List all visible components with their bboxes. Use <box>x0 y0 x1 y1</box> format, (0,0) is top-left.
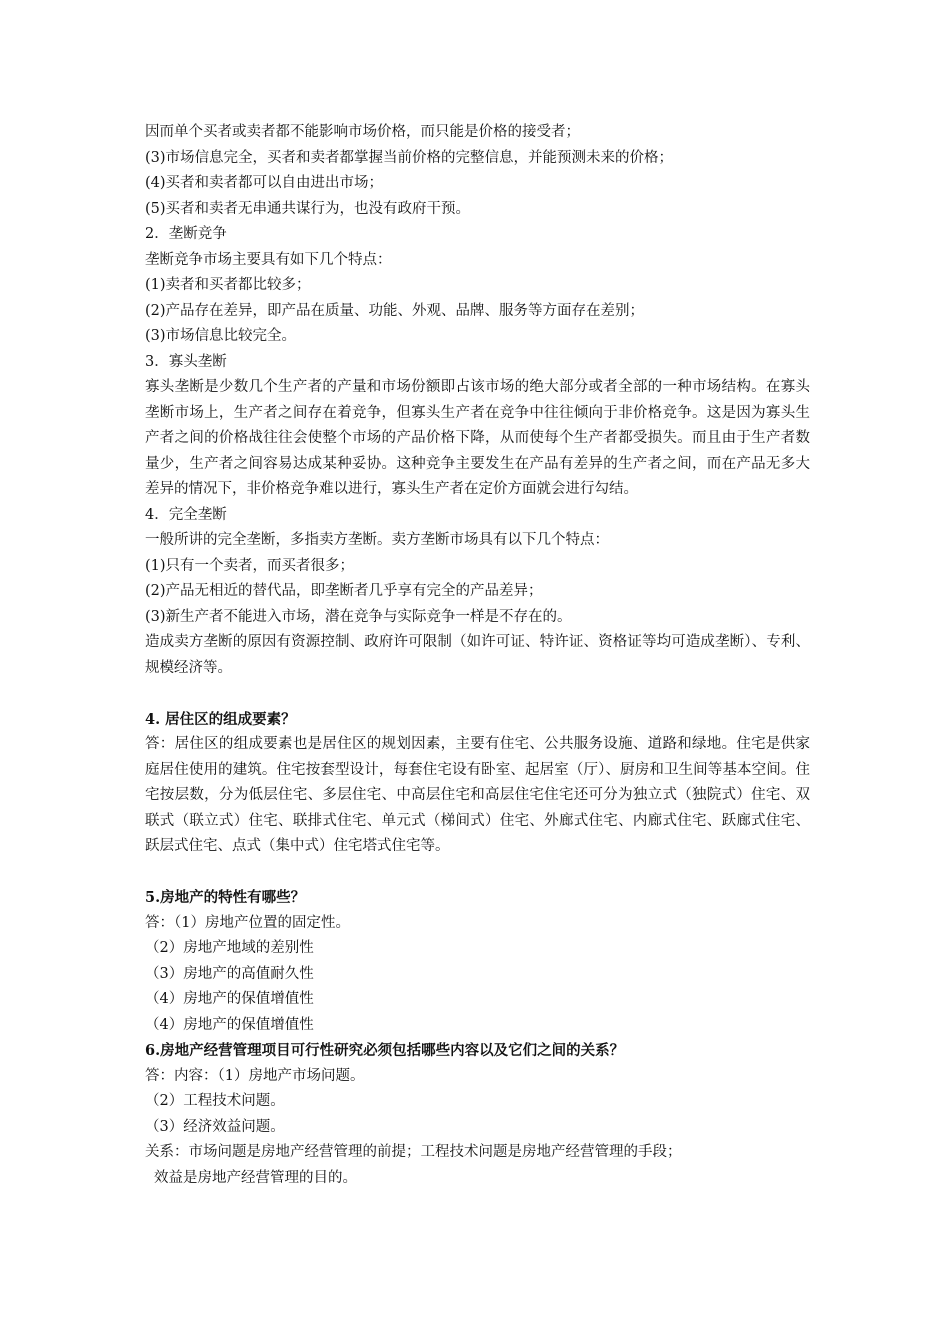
question-4-title: 4. 居住区的组成要素？ <box>145 710 296 728</box>
answer-line: 答：（1）房地产位置的固定性。 <box>145 914 350 931</box>
answer-line: 效益是房地产经营管理的目的。 <box>154 1169 357 1186</box>
oligopoly-paragraph: 寡头垄断是少数几个生产者的产量和市场份额即占该市场的绝大部分或者全部的一种市场结构。在寡头垄断市场上，生产者之间存在着竞争，但寡头生产者在竞争中往往倾向于非价格竞争。这是因为寡头生产者之间的价格战往往会使整个市场的产品价格下降，从而使每个生产者都受损失。而且由于生产者数量少，生产者之间容易达成某种妥协。这种竞争主要发生在产品有差异的生产者之间，而在产品无多大差异的情况下，非价格竞争难以进行，寡头生产者在定价方面就会进行勾结。 <box>145 379 810 497</box>
text-line: 一般所讲的完全垄断，多指卖方垄断。卖方垄断市场具有以下几个特点： <box>145 532 609 548</box>
subheading-pure-monopoly: 4．完全垄断 <box>145 506 227 523</box>
answer-line: （2）房地产地域的差别性 <box>145 940 314 956</box>
blank-line <box>145 681 810 707</box>
text-line: 因而单个买者或卖者都不能影响市场价格，而只能是价格的接受者； <box>145 124 580 140</box>
answer-line: （3）房地产的高值耐久性 <box>145 965 314 982</box>
question-5-title: 5.房地产的特性有哪些？ <box>145 889 306 906</box>
text-line: (3)市场信息比较完全。 <box>145 328 297 344</box>
text-line: (2)产品存在差异，即产品在质量、功能、外观、品牌、服务等方面存在差别； <box>145 302 645 319</box>
answer-line: （4）房地产的保值增值性 <box>145 1016 314 1033</box>
text-line: (3)新生产者不能进入市场，潜在竞争与实际竞争一样是不存在的。 <box>145 608 572 625</box>
blank-line <box>145 860 810 886</box>
text-line: (1)只有一个卖者，而买者很多； <box>145 557 355 574</box>
answer-line: （4）房地产的保值增值性 <box>145 991 314 1007</box>
answer-line: （3）经济效益问题。 <box>145 1118 285 1135</box>
document-page <box>145 120 810 1191</box>
text-line: (5)买者和卖者无串通共谋行为，也没有政府干预。 <box>145 200 471 217</box>
text-line: (2)产品无相近的替代品，即垄断者几乎享有完全的产品差异； <box>145 583 543 599</box>
text-line: 垄断竞争市场主要具有如下几个特点： <box>145 251 392 268</box>
answer-line: 答：内容：（1）房地产市场问题。 <box>145 1067 365 1084</box>
text-line: (4)买者和卖者都可以自由进出市场； <box>145 175 384 191</box>
answer-line: （2）工程技术问题。 <box>145 1093 285 1109</box>
monopoly-causes-paragraph: 造成卖方垄断的原因有资源控制、政府许可限制（如许可证、特许证、资格证等均可造成垄断）、专利、规模经济等。 <box>145 634 810 676</box>
text-line: (1)卖者和买者都比较多； <box>145 277 311 293</box>
question-4-answer: 答：居住区的组成要素也是居住区的规划因素，主要有住宅、公共服务设施、道路和绿地。住宅是供家庭居住使用的建筑。住宅按套型设计，每套住宅设有卧室、起居室（厅）、厨房和卫生间等基本空间。住宅按层数，分为低层住宅、多层住宅、中高层住宅和高层住宅住宅还可分为独立式（独院式）住宅、双联式（联立式）住宅、联排式住宅、单元式（梯间式）住宅、外廊式住宅、内廊式住宅、跃廊式住宅、跃层式住宅、点式（集中式）住宅塔式住宅等。 <box>145 736 810 854</box>
answer-line: 关系：市场问题是房地产经营管理的前提；工程技术问题是房地产经营管理的手段； <box>145 1144 682 1160</box>
subheading-oligopoly: 3．寡头垄断 <box>145 353 227 370</box>
subheading-monopolistic-competition: 2．垄断竞争 <box>145 226 227 242</box>
text-line: (3)市场信息完全，买者和卖者都掌握当前价格的完整信息，并能预测未来的价格； <box>145 149 674 166</box>
question-6-title: 6.房地产经营管理项目可行性研究必须包括哪些内容以及它们之间的关系？ <box>145 1042 625 1059</box>
